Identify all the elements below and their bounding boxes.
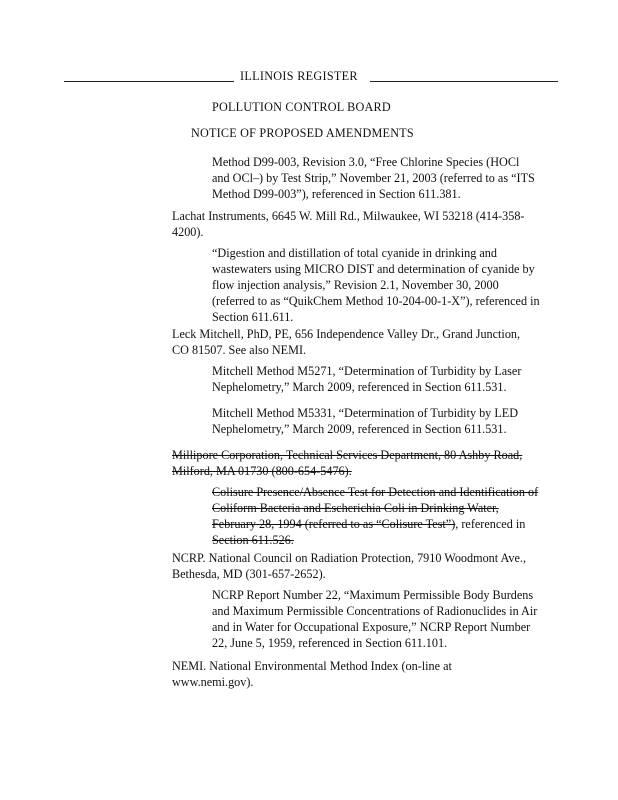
text-line (212, 516, 538, 532)
text-line: Lachat Instruments, 6645 W. Mill Rd., Milwaukee, WI 53218 (414-358- (172, 209, 525, 223)
retained-text: , referenced in (455, 517, 526, 531)
mitchell-m5331-entry (212, 405, 518, 437)
notice-heading: NOTICE OF PROPOSED AMENDMENTS (191, 126, 414, 140)
text-line-deleted: Coliform Bacteria and Escherichia Coli in Drinking Water, (212, 501, 499, 515)
header-rule-left (64, 81, 234, 82)
mitchell-org-entry (172, 326, 520, 358)
text-line: and OCl–) by Test Strip,” November 21, 2003 (referred to as “ITS (212, 171, 535, 185)
ncrp-org-entry (172, 550, 526, 582)
header-rule-right (370, 81, 558, 82)
text-line: Nephelometry,” March 2009, referenced in Section 611.531. (212, 422, 507, 436)
board-name: POLLUTION CONTROL BOARD (212, 100, 391, 114)
lachat-org-entry (172, 208, 524, 240)
text-line: “Digestion and distillation of total cyanide in drinking and (212, 246, 497, 260)
text-line: Bethesda, MD (301-657-2652). (172, 567, 326, 581)
text-line: Method D99-003”), referenced in Section 611.381. (212, 187, 461, 201)
ncrp-report-entry (212, 587, 537, 651)
text-line: flow injection analysis,” Revision 2.1, November 30, 2000 (212, 278, 499, 292)
text-line: Leck Mitchell, PhD, PE, 656 Independence Valley Dr., Grand Junction, (172, 327, 521, 341)
text-line: 22, June 5, 1959, referenced in Section 611.101. (212, 636, 448, 650)
text-line: Method D99-003, Revision 3.0, “Free Chlorine Species (HOCl (212, 155, 520, 169)
text-line: NCRP Report Number 22, “Maximum Permissible Body Burdens (212, 588, 534, 602)
mitchell-m5271-entry (212, 363, 521, 395)
its-method-entry (212, 154, 535, 202)
text-line: Mitchell Method M5271, “Determination of Turbidity by Laser (212, 364, 522, 378)
text-line: and Maximum Permissible Concentrations of Radionuclides in Air (212, 604, 538, 618)
text-line: www.nemi.gov). (172, 675, 254, 689)
text-line: CO 81507. See also NEMI. (172, 343, 307, 357)
colisure-method-entry (212, 484, 538, 548)
text-line: wastewaters using MICRO DIST and determination of cyanide by (212, 262, 535, 276)
text-line: Section 611.611. (212, 310, 294, 324)
text-line: and in Water for Occupational Exposure,” NCRP Report Number (212, 620, 531, 634)
text-line: NCRP. National Council on Radiation Protection, 7910 Woodmont Ave., (172, 551, 527, 565)
text-line: Nephelometry,” March 2009, referenced in Section 611.531. (212, 380, 507, 394)
text-line-deleted: Section 611.526. (212, 533, 294, 547)
register-title: ILLINOIS REGISTER (240, 69, 358, 83)
text-line: Milford, MA 01730 (800-654-5476). (172, 464, 352, 478)
nemi-org-entry (172, 658, 452, 690)
text-line: 4200). (172, 225, 204, 239)
text-line: Millipore Corporation, Technical Services Department, 80 Ashby Road, (172, 448, 523, 462)
text-line-deleted: Colisure Presence/Absence Test for Detection and Identification of (212, 485, 539, 499)
text-line: (referred to as “QuikChem Method 10-204-00-1-X”), referenced in (212, 294, 540, 308)
lachat-method-entry (212, 245, 540, 325)
text-line: Mitchell Method M5331, “Determination of Turbidity by LED (212, 406, 519, 420)
millipore-org-entry-deleted (172, 447, 522, 479)
deleted-text: February 28, 1994 (referred to as “Colisure Test”) (212, 517, 456, 531)
text-line: NEMI. National Environmental Method Index (on-line at (172, 659, 452, 673)
